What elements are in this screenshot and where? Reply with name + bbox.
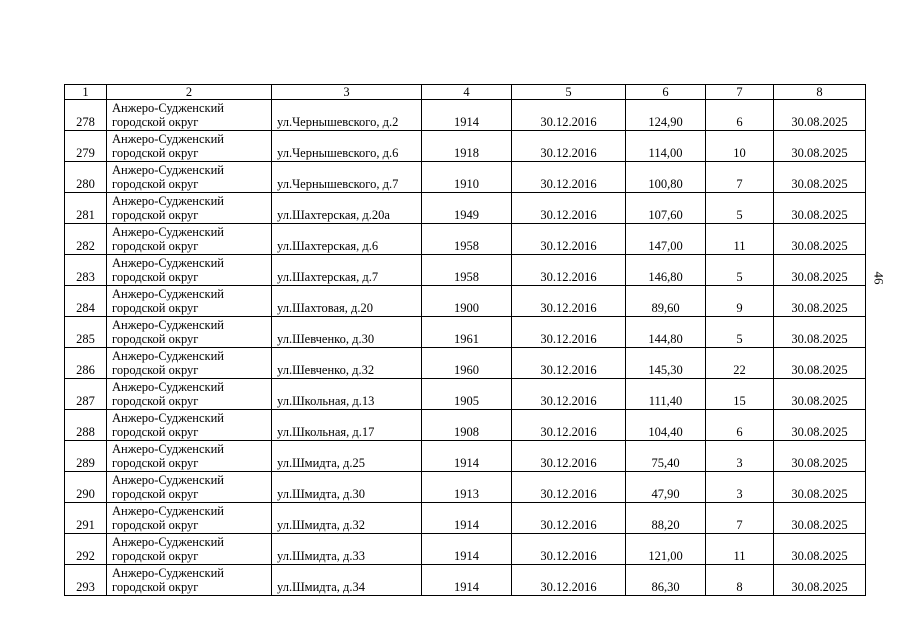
count-cell: 22 (706, 348, 774, 379)
deadline-cell: 30.08.2025 (774, 255, 866, 286)
municipality-type: городской округ (112, 115, 199, 129)
deadline-cell: 30.08.2025 (774, 348, 866, 379)
municipality-cell (107, 441, 272, 472)
year-cell: 1913 (422, 472, 512, 503)
table-body (65, 100, 866, 596)
address-cell: ул.Шевченко, д.30 (272, 317, 422, 348)
year-cell: 1958 (422, 224, 512, 255)
table-row (65, 100, 866, 131)
address-cell: ул.Школьная, д.13 (272, 379, 422, 410)
year-cell: 1958 (422, 255, 512, 286)
date-cell: 30.12.2016 (512, 100, 626, 131)
address-cell: ул.Шмидта, д.30 (272, 472, 422, 503)
municipality-type: городской округ (112, 456, 199, 470)
address-cell: ул.Школьная, д.17 (272, 410, 422, 441)
municipality-cell (107, 503, 272, 534)
housing-table (64, 84, 866, 596)
count-cell: 7 (706, 162, 774, 193)
address-cell: ул.Чернышевского, д.6 (272, 131, 422, 162)
count-cell: 15 (706, 379, 774, 410)
municipality-cell (107, 534, 272, 565)
date-cell: 30.12.2016 (512, 410, 626, 441)
address-cell: ул.Чернышевского, д.2 (272, 100, 422, 131)
municipality-name: Анжеро-Судженский (112, 535, 224, 549)
count-cell: 5 (706, 317, 774, 348)
table-row (65, 379, 866, 410)
municipality-type: городской округ (112, 363, 199, 377)
municipality-name: Анжеро-Судженский (112, 318, 224, 332)
municipality-name: Анжеро-Судженский (112, 380, 224, 394)
municipality-type: городской округ (112, 239, 199, 253)
date-cell: 30.12.2016 (512, 503, 626, 534)
row-number: 282 (65, 224, 107, 255)
deadline-cell: 30.08.2025 (774, 472, 866, 503)
municipality-cell (107, 317, 272, 348)
municipality-name: Анжеро-Судженский (112, 101, 224, 115)
municipality-cell (107, 131, 272, 162)
municipality-name: Анжеро-Судженский (112, 566, 224, 580)
date-cell: 30.12.2016 (512, 565, 626, 596)
year-cell: 1900 (422, 286, 512, 317)
municipality-cell (107, 286, 272, 317)
municipality-type: городской округ (112, 332, 199, 346)
column-header: 2 (107, 85, 272, 100)
column-header: 4 (422, 85, 512, 100)
address-cell: ул.Шахтерская, д.6 (272, 224, 422, 255)
deadline-cell: 30.08.2025 (774, 534, 866, 565)
row-number: 284 (65, 286, 107, 317)
municipality-name: Анжеро-Судженский (112, 194, 224, 208)
municipality-type: городской округ (112, 580, 199, 594)
date-cell: 30.12.2016 (512, 472, 626, 503)
year-cell: 1910 (422, 162, 512, 193)
municipality-cell (107, 193, 272, 224)
municipality-type: городской округ (112, 394, 199, 408)
municipality-name: Анжеро-Судженский (112, 411, 224, 425)
deadline-cell: 30.08.2025 (774, 379, 866, 410)
address-cell: ул.Шмидта, д.33 (272, 534, 422, 565)
column-header: 7 (706, 85, 774, 100)
table-row (65, 224, 866, 255)
table-row (65, 255, 866, 286)
value-cell: 75,40 (626, 441, 706, 472)
value-cell: 114,00 (626, 131, 706, 162)
deadline-cell: 30.08.2025 (774, 317, 866, 348)
deadline-cell: 30.08.2025 (774, 441, 866, 472)
year-cell: 1914 (422, 441, 512, 472)
date-cell: 30.12.2016 (512, 224, 626, 255)
municipality-cell (107, 348, 272, 379)
municipality-cell (107, 565, 272, 596)
municipality-type: городской округ (112, 146, 199, 160)
deadline-cell: 30.08.2025 (774, 503, 866, 534)
row-number: 288 (65, 410, 107, 441)
date-cell: 30.12.2016 (512, 441, 626, 472)
count-cell: 8 (706, 565, 774, 596)
page-number: 46 (871, 271, 887, 285)
municipality-cell (107, 410, 272, 441)
value-cell: 100,80 (626, 162, 706, 193)
row-number: 279 (65, 131, 107, 162)
value-cell: 47,90 (626, 472, 706, 503)
date-cell: 30.12.2016 (512, 317, 626, 348)
count-cell: 3 (706, 441, 774, 472)
municipality-cell (107, 472, 272, 503)
row-number: 280 (65, 162, 107, 193)
column-header: 1 (65, 85, 107, 100)
table-row (65, 131, 866, 162)
date-cell: 30.12.2016 (512, 379, 626, 410)
count-cell: 9 (706, 286, 774, 317)
municipality-name: Анжеро-Судженский (112, 256, 224, 270)
address-cell: ул.Шахтерская, д.20а (272, 193, 422, 224)
table-row (65, 410, 866, 441)
value-cell: 111,40 (626, 379, 706, 410)
year-cell: 1914 (422, 503, 512, 534)
address-cell: ул.Шахтовая, д.20 (272, 286, 422, 317)
count-cell: 6 (706, 100, 774, 131)
value-cell: 147,00 (626, 224, 706, 255)
deadline-cell: 30.08.2025 (774, 131, 866, 162)
date-cell: 30.12.2016 (512, 131, 626, 162)
row-number: 278 (65, 100, 107, 131)
municipality-cell (107, 100, 272, 131)
year-cell: 1918 (422, 131, 512, 162)
municipality-name: Анжеро-Судженский (112, 504, 224, 518)
row-number: 281 (65, 193, 107, 224)
address-cell: ул.Чернышевского, д.7 (272, 162, 422, 193)
table-row (65, 286, 866, 317)
row-number: 285 (65, 317, 107, 348)
year-cell: 1949 (422, 193, 512, 224)
column-header: 6 (626, 85, 706, 100)
year-cell: 1914 (422, 100, 512, 131)
column-header: 3 (272, 85, 422, 100)
municipality-name: Анжеро-Судженский (112, 163, 224, 177)
value-cell: 104,40 (626, 410, 706, 441)
count-cell: 5 (706, 255, 774, 286)
count-cell: 10 (706, 131, 774, 162)
count-cell: 3 (706, 472, 774, 503)
row-number: 287 (65, 379, 107, 410)
municipality-name: Анжеро-Судженский (112, 132, 224, 146)
table-row (65, 348, 866, 379)
table-row (65, 441, 866, 472)
table-row (65, 472, 866, 503)
table-row (65, 162, 866, 193)
date-cell: 30.12.2016 (512, 193, 626, 224)
municipality-type: городской округ (112, 518, 199, 532)
deadline-cell: 30.08.2025 (774, 100, 866, 131)
municipality-name: Анжеро-Судженский (112, 473, 224, 487)
value-cell: 89,60 (626, 286, 706, 317)
municipality-type: городской округ (112, 177, 199, 191)
table-row (65, 317, 866, 348)
row-number: 289 (65, 441, 107, 472)
municipality-cell (107, 379, 272, 410)
table-row (65, 193, 866, 224)
row-number: 290 (65, 472, 107, 503)
count-cell: 6 (706, 410, 774, 441)
year-cell: 1961 (422, 317, 512, 348)
municipality-name: Анжеро-Судженский (112, 225, 224, 239)
count-cell: 7 (706, 503, 774, 534)
value-cell: 121,00 (626, 534, 706, 565)
row-number: 292 (65, 534, 107, 565)
address-cell: ул.Шахтерская, д.7 (272, 255, 422, 286)
municipality-cell (107, 255, 272, 286)
date-cell: 30.12.2016 (512, 162, 626, 193)
year-cell: 1914 (422, 565, 512, 596)
column-header: 5 (512, 85, 626, 100)
date-cell: 30.12.2016 (512, 348, 626, 379)
value-cell: 145,30 (626, 348, 706, 379)
value-cell: 124,90 (626, 100, 706, 131)
address-cell: ул.Шмидта, д.25 (272, 441, 422, 472)
row-number: 283 (65, 255, 107, 286)
date-cell: 30.12.2016 (512, 286, 626, 317)
municipality-name: Анжеро-Судженский (112, 349, 224, 363)
address-cell: ул.Шмидта, д.34 (272, 565, 422, 596)
deadline-cell: 30.08.2025 (774, 193, 866, 224)
row-number: 286 (65, 348, 107, 379)
municipality-type: городской округ (112, 301, 199, 315)
year-cell: 1914 (422, 534, 512, 565)
value-cell: 146,80 (626, 255, 706, 286)
deadline-cell: 30.08.2025 (774, 410, 866, 441)
deadline-cell: 30.08.2025 (774, 224, 866, 255)
value-cell: 144,80 (626, 317, 706, 348)
deadline-cell: 30.08.2025 (774, 286, 866, 317)
address-cell: ул.Шевченко, д.32 (272, 348, 422, 379)
municipality-type: городской округ (112, 549, 199, 563)
table-row (65, 565, 866, 596)
year-cell: 1905 (422, 379, 512, 410)
count-cell: 11 (706, 224, 774, 255)
table-row (65, 534, 866, 565)
deadline-cell: 30.08.2025 (774, 565, 866, 596)
deadline-cell: 30.08.2025 (774, 162, 866, 193)
municipality-name: Анжеро-Судженский (112, 442, 224, 456)
municipality-type: городской округ (112, 425, 199, 439)
address-cell: ул.Шмидта, д.32 (272, 503, 422, 534)
municipality-cell (107, 162, 272, 193)
date-cell: 30.12.2016 (512, 534, 626, 565)
value-cell: 107,60 (626, 193, 706, 224)
value-cell: 88,20 (626, 503, 706, 534)
municipality-name: Анжеро-Судженский (112, 287, 224, 301)
table-row (65, 503, 866, 534)
year-cell: 1960 (422, 348, 512, 379)
municipality-type: городской округ (112, 487, 199, 501)
value-cell: 86,30 (626, 565, 706, 596)
municipality-type: городской округ (112, 270, 199, 284)
municipality-type: городской округ (112, 208, 199, 222)
column-header: 8 (774, 85, 866, 100)
row-number: 293 (65, 565, 107, 596)
header-row (65, 85, 866, 100)
row-number: 291 (65, 503, 107, 534)
count-cell: 5 (706, 193, 774, 224)
date-cell: 30.12.2016 (512, 255, 626, 286)
year-cell: 1908 (422, 410, 512, 441)
municipality-cell (107, 224, 272, 255)
count-cell: 11 (706, 534, 774, 565)
